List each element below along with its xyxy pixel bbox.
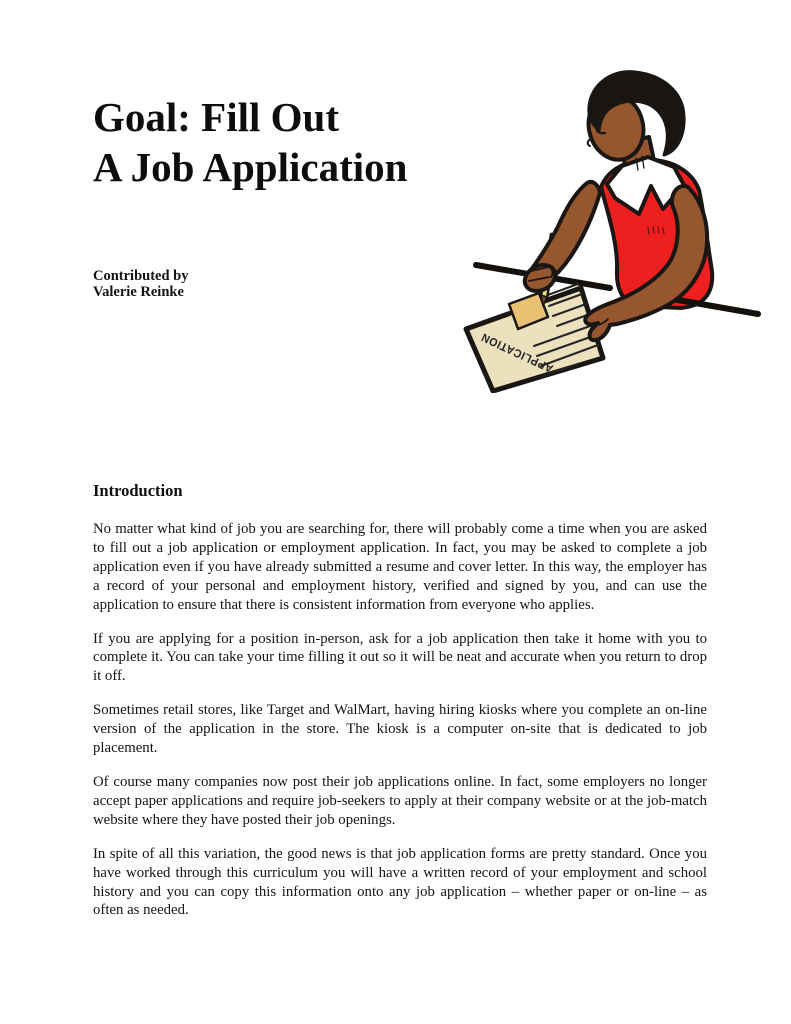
paragraph-4: Of course many companies now post their job applications online. In fact, some employers no longer accept paper applications and require job-seekers to apply at their company website or at the job-match website where they have posted their job openings. xyxy=(93,773,707,828)
byline xyxy=(93,268,188,300)
paragraph-2: If you are applying for a position in-person, ask for a job application then take it home with you to complete it. You can take your time filling it out so it will be neat and accurate when you return to drop it off. xyxy=(93,630,707,685)
page-title xyxy=(93,92,407,192)
paragraph-3: Sometimes retail stores, like Target and WalMart, having hiring kiosks where you complete an on-line version of the application in the store. The kiosk is a computer on-site that is dedicated to job placement. xyxy=(93,702,707,757)
nose-line xyxy=(588,140,590,146)
title-line-1: Goal: Fill Out xyxy=(93,94,339,140)
application-paper-label: APPLICATION xyxy=(474,327,556,375)
paragraph-5: In spite of all this variation, the good news is that job application forms are pretty standard. Once you have worked through this curriculum you will have a written record of your employment and school history and you can copy this information onto any job application – whether paper or on-line – as often as needed. xyxy=(93,845,707,919)
byline-line-1: Contributed by xyxy=(93,268,189,284)
paragraph-1: No matter what kind of job you are searching for, there will probably come a time when you are asked to fill out a job application or employment application. In fact, you may be asked to complete a job application even if you have already submitted a resume and cover letter. In this way, the employer has a record of your personal and employment history, verified and signed by you, and can use the application to ensure that there is consistent information from everyone who applies. xyxy=(93,521,707,613)
section-heading: Introduction xyxy=(93,481,183,500)
introduction-section xyxy=(93,481,707,935)
title-line-2: A Job Application xyxy=(93,144,408,190)
byline-line-2: Valerie Reinke xyxy=(93,284,184,300)
illustration-woman-filling-application xyxy=(450,57,788,393)
